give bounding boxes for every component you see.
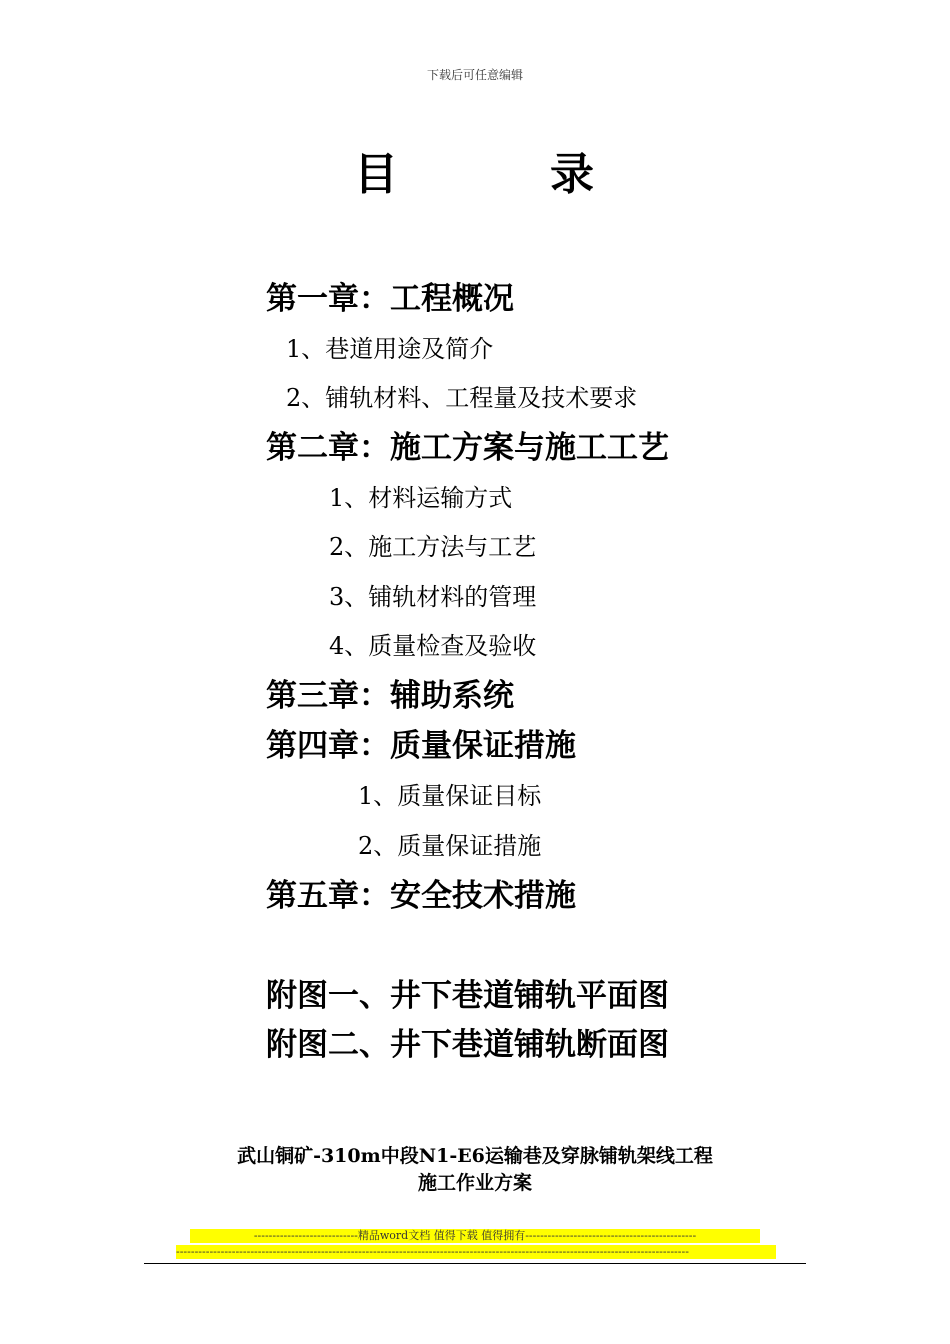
project-title-line-2: 施工作业方案 bbox=[417, 1172, 532, 1194]
toc-item-2-2: 2、施工方法与工艺 bbox=[329, 533, 537, 561]
toc-item-2-3: 3、铺轨材料的管理 bbox=[329, 583, 537, 611]
toc-chapter-5: 第五章：安全技术措施 bbox=[266, 878, 576, 914]
project-title-line-1: 武山铜矿-310m中段N1-E6运输巷及穿脉铺轨架线工程 bbox=[237, 1145, 713, 1167]
toc-item-1-1: 1、巷道用途及简介 bbox=[286, 335, 494, 363]
toc-item-4-1: 1、质量保证目标 bbox=[358, 782, 542, 810]
title-char-left: 目 bbox=[354, 149, 400, 200]
footer-divider bbox=[144, 1263, 806, 1264]
footer-banner-line-2: ------------------------------------------------------------------------------------------------------------------------------------------ bbox=[176, 1245, 776, 1259]
project-title bbox=[0, 1143, 950, 1197]
toc-item-2-4: 4、质量检查及验收 bbox=[329, 632, 537, 660]
page-title bbox=[0, 138, 950, 202]
toc-item-2-1: 1、材料运输方式 bbox=[329, 484, 513, 512]
toc-item-4-2: 2、质量保证措施 bbox=[358, 832, 542, 860]
toc-chapter-1: 第一章：工程概况 bbox=[266, 281, 514, 317]
toc-appendix-1: 附图一、井下巷道铺轨平面图 bbox=[266, 978, 669, 1014]
toc-item-1-2: 2、铺轨材料、工程量及技术要求 bbox=[286, 384, 638, 412]
header-note: 下载后可任意编辑 bbox=[426, 68, 523, 82]
title-char-right: 录 bbox=[550, 149, 596, 200]
toc-chapter-3: 第三章：辅助系统 bbox=[266, 678, 514, 714]
toc-chapter-4: 第四章：质量保证措施 bbox=[266, 728, 576, 764]
toc-appendix-2: 附图二、井下巷道铺轨断面图 bbox=[266, 1027, 669, 1063]
toc-chapter-2: 第二章：施工方案与施工工艺 bbox=[266, 430, 669, 466]
footer-banner-line-1: ----------------------------精品word文档 值得下载 值得拥有---------------------------------------------- bbox=[190, 1229, 760, 1243]
